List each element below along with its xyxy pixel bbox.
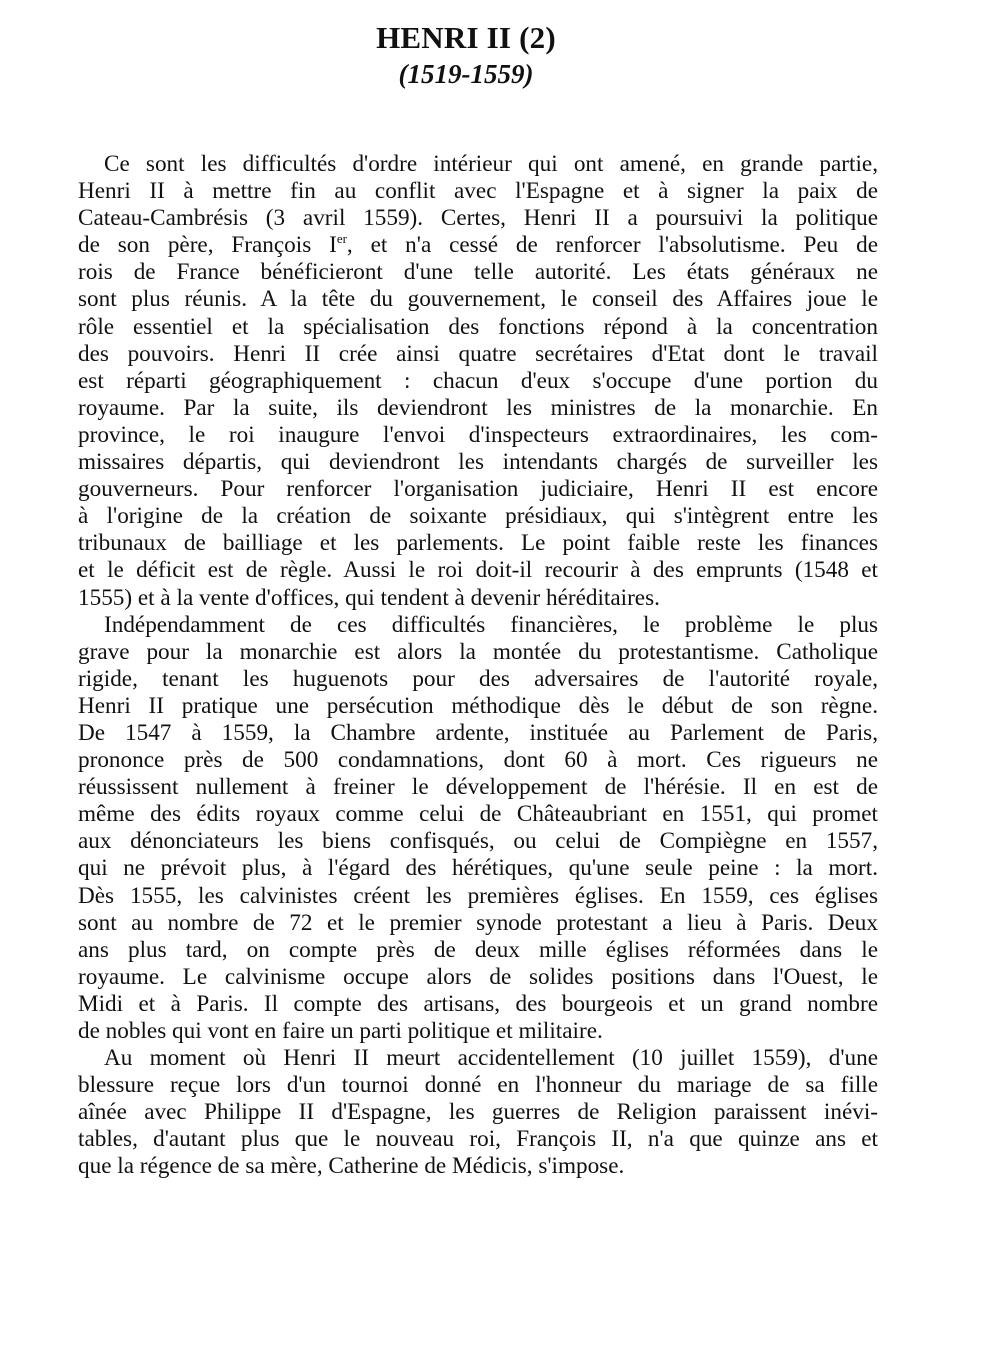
text-line: gouverneurs. Pour renforcer l'organisation judiciaire, Henri II est encore <box>78 476 878 503</box>
text-line: à l'origine de la création de soixante présidiaux, qui s'intègrent entre les <box>78 503 878 530</box>
text-fragment: de son père, François I <box>78 232 337 259</box>
text-fragment: , et n'a cessé de renforcer l'absolutisme. Peu de <box>346 232 878 259</box>
text-line: rôle essentiel et la spécialisation des fonctions répond à la concentration <box>78 313 878 340</box>
document-body <box>78 151 878 1181</box>
text-line: Henri II à mettre fin au conflit avec l'Espagne et à signer la paix de <box>78 178 878 205</box>
text-line: De 1547 à 1559, la Chambre ardente, instituée au Parlement de Paris, <box>78 719 878 746</box>
text-line: royaume. Le calvinisme occupe alors de solides positions dans l'Ouest, le <box>78 963 878 990</box>
text-line: même des édits royaux comme celui de Châteaubriant en 1551, qui promet <box>78 801 878 828</box>
text-line: prononce près de 500 condamnations, dont 60 à mort. Ces rigueurs ne <box>78 747 878 774</box>
text-line: Henri II pratique une persécution méthodique dès le début de son règne. <box>78 692 878 719</box>
page-title: HENRI II (2) <box>376 20 556 55</box>
text-line: et le déficit est de règle. Aussi le roi doit-il recourir à des emprunts (1548 et <box>78 557 878 584</box>
text-line: tribunaux de bailliage et les parlements. Le point faible reste les finances <box>78 530 878 557</box>
text-line: Au moment où Henri II meurt accidentellement (10 juillet 1559), d'une <box>104 1045 878 1072</box>
text-line: des pouvoirs. Henri II crée ainsi quatre secrétaires d'Etat dont le travail <box>78 340 878 367</box>
text-line: Midi et à Paris. Il compte des artisans, des bourgeois et un grand nombre <box>78 990 878 1017</box>
text-line: grave pour la monarchie est alors la montée du protestantisme. Catholique <box>78 638 878 665</box>
text-line: province, le roi inaugure l'envoi d'inspecteurs extraordinaires, les com- <box>78 421 878 448</box>
text-line: sont plus réunis. A la tête du gouvernement, le conseil des Affaires joue le <box>78 286 878 313</box>
text-line-with-superscript <box>78 232 878 259</box>
paragraph-1 <box>78 151 878 612</box>
text-line: sont au nombre de 72 et le premier synode protestant a lieu à Paris. Deux <box>78 909 878 936</box>
text-line: Dès 1555, les calvinistes créent les premières églises. En 1559, ces églises <box>78 882 878 909</box>
text-line: Cateau-Cambrésis (3 avril 1559). Certes, Henri II a poursuivi la politique <box>78 205 878 232</box>
text-line: aînée avec Philippe II d'Espagne, les guerres de Religion paraissent inévi- <box>78 1099 878 1126</box>
text-line: qui ne prévoit plus, à l'égard des hérétiques, qu'une seule peine : la mort. <box>78 855 878 882</box>
text-line: que la régence de sa mère, Catherine de Médicis, s'impose. <box>78 1153 625 1180</box>
page-subtitle-dates: (1519-1559) <box>398 59 534 89</box>
text-line: blessure reçue lors d'un tournoi donné en l'honneur du mariage de sa fille <box>78 1072 878 1099</box>
text-line: ans plus tard, on compte près de deux mille églises réformées dans le <box>78 936 878 963</box>
text-line: de nobles qui vont en faire un parti politique et militaire. <box>78 1018 603 1044</box>
text-line: royaume. Par la suite, ils deviendront les ministres de la monarchie. En <box>78 394 878 421</box>
text-line: missaires départis, qui deviendront les intendants chargés de surveiller les <box>78 449 878 476</box>
text-line: réussissent nullement à freiner le développement de l'hérésie. Il en est de <box>78 774 878 801</box>
paragraph-2 <box>78 612 878 1046</box>
text-line: rigide, tenant les huguenots pour des adversaires de l'autorité royale, <box>78 665 878 692</box>
text-line: 1555) et à la vente d'offices, qui tendent à devenir héréditaires. <box>78 584 660 611</box>
text-line: est réparti géographiquement : chacun d'eux s'occupe d'une portion du <box>78 367 878 394</box>
text-line: tables, d'autant plus que le nouveau roi, François II, n'a que quinze ans et <box>78 1126 878 1153</box>
text-line: Indépendamment de ces difficultés financières, le problème le plus <box>104 611 878 638</box>
text-line: aux dénonciateurs les biens confisqués, ou celui de Compiègne en 1557, <box>78 828 878 855</box>
paragraph-3 <box>78 1045 878 1180</box>
superscript: er <box>336 231 347 247</box>
text-line: rois de France bénéficieront d'une telle autorité. Les états généraux ne <box>78 259 878 286</box>
text-line: Ce sont les difficultés d'ordre intérieur qui ont amené, en grande partie, <box>104 151 878 177</box>
